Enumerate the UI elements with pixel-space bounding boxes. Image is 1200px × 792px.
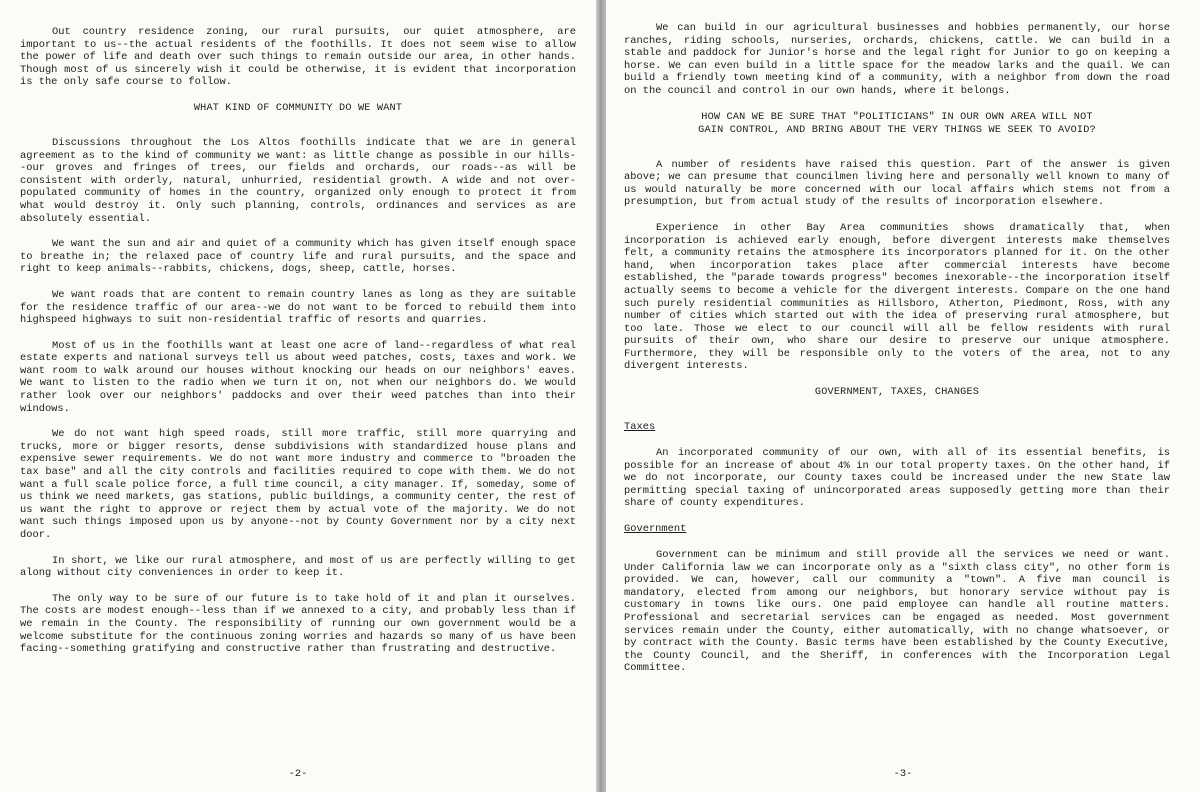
subheading-taxes: Taxes <box>624 421 656 434</box>
paragraph: In short, we like our rural atmosphere, and most of us are perfectly willing to get along without city conveniences in order to keep it. <box>20 554 583 580</box>
section-heading: HOW CAN WE BE SURE THAT "POLITICIANS" IN OUR OWN AREA WILL NOT GAIN CONTROL, AND BRING ABOUT THE VERY THINGS WE SEEK TO AVOID? <box>698 111 1096 136</box>
section-heading-government: GOVERNMENT, TAXES, CHANGES <box>814 387 980 399</box>
page-gutter <box>596 0 606 792</box>
paragraph: Discussions throughout the Los Altos foothills indicate that we are in general agreement as to the kind of community we want: as little change as possible in our hills--our groves and fringes of trees, our fields and orchards, our roads--as will be consistent with orderly, natural, unhurried, residential growth. A wide and not over-populated community of homes in the country, organized only enough to protect it from what would destroy it. Only such planning, controls, ordinances and services as are absolutely essential. <box>20 136 583 225</box>
government-paragraph: Government can be minimum and still provide all the services we need or want. Under California law we can incorporate only as a "sixth class city", no other form is provided. We can, however, call our community a "town". A five man council is mandatory, elected from among our neighbors, but honorary service without pay is customary in towns like ours. One paid employee can handle all routine matters. Professional and secretarial services can be engaged as needed. Most government services remain under the County, either automatically, with no change whatsoever, or by contract with the County. Basic terms have been established by the County Executive, the County Council, and the Sheriff, in conferences with the Incorporation Legal Committee. <box>624 549 1177 675</box>
paragraph: Experience in other Bay Area communities shows dramatically that, when incorporation is achieved early enough, before divergent interests make themselves felt, a community retains the atmosphere its incorporators planned for it. On the other hand, when incorporation takes place after commercial interests have become established, the "parade towards progress" becomes inexorable--the incorporation itself actually seems to become a vehicle for the divergent interests. Compare on the one hand such purely residential communities as Hillsboro, Atherton, Piedmont, Ross, with any number of cities which started out with the idea of preserving rural atmosphere, but too late. Those we elect to our council will all be fellow residents with rural pursuits of their own, who share our desire to preserve our unique atmosphere. Furthermore, they will be responsible only to the voters of the area, not to any divergent interests. <box>624 221 1177 373</box>
taxes-paragraph: An incorporated community of our own, with all of its essential benefits, is possible for an increase of about 4% in our total property taxes. On the other hand, if we do not incorporate, our County taxes could be increased under the new State law permitting special taxing of unincorporated areas supposedly getting more than their share of county expenditures. <box>624 447 1177 510</box>
paragraph: Most of us in the foothills want at least one acre of land--regardless of what real estate experts and national surveys tell us about weed patches, costs, taxes and work. We want room to walk around our houses without knocking our heads on our neighbors' eaves. We want to listen to the radio when we turn it on, not when our neighbors do. We would rather look over our neighbors' paddocks and over their weed patches than into their windows. <box>20 339 583 415</box>
paragraph: We want the sun and air and quiet of a community which has given itself enough space to breathe in; the relaxed pace of country life and rural pursuits, and the space and right to keep animals--rabbits, chickens, dogs, sheep, cattle, horses. <box>20 238 583 276</box>
paragraph: We do not want high speed roads, still more traffic, still more quarrying and trucks, more or bigger resorts, dense subdivisions with standardized house plans and expensive sewer requirements. We do not want more industry and commerce to "broaden the tax base" and all the city controls and facilities required to cope with them. We do not want a full scale police force, a full time council, a city manager. If, someday, some of us think we need markets, gas stations, public buildings, a community center, the rest of us want the right to approve or reject them by actual vote of the majority. We do not want such things imposed upon us by anyone--not by County Government nor by a city next door. <box>20 428 583 541</box>
paragraph: A number of residents have raised this question. Part of the answer is given above; we can presume that councilmen living here and personally well known to many of us would naturally be more concerned with our local affairs which stems not from a presumption, but from actual study of the results of incorporation elsewhere. <box>624 158 1177 209</box>
page-2 <box>0 0 596 792</box>
paragraph: The only way to be sure of our future is to take hold of it and plan it ourselves. The costs are modest enough--less than if we annexed to a city, and probably less than if we remain in the County. The responsibility of running our own government would be a welcome substitute for the continuous zoning worries and hazards so many of us have been facing--something gratifying and constructive rather than frustrating and destructive. <box>20 592 583 656</box>
subheading-government: Government <box>624 523 687 536</box>
paragraph: We want roads that are content to remain country lanes as long as they are suitable for the residence traffic of our area--we do not want to be forced to rebuild them into highspeed highways to suit non-residential traffic of resorts and quarries. <box>20 288 583 327</box>
section-heading: WHAT KIND OF COMMUNITY DO WE WANT <box>193 102 403 114</box>
page-number: -3- <box>893 768 913 780</box>
intro-paragraph: We can build in our agricultural businesses and hobbies permanently, our horse ranches, riding schools, nurseries, orchards, chickens, cattle. We can build in a stable and paddock for Junior's horse and the legal right for Junior to go on keeping a horse. We can even build in a little space for the meadow larks and the quail. We can build a friendly town meeting kind of a community, with a neighbor from down the road on the council and control in our own hands, where it belongs. <box>624 22 1177 97</box>
intro-paragraph: Out country residence zoning, our rural pursuits, our quiet atmosphere, are important to us--the actual residents of the foothills. It does not seem wise to allow the power of life and death over such things to remain outside our area, in other hands. Though most of us sincerely wish it could be otherwise, it is evident that incorporation is the only safe course to follow. <box>20 26 583 89</box>
page-3 <box>606 0 1200 792</box>
page-number: -2- <box>288 768 308 780</box>
